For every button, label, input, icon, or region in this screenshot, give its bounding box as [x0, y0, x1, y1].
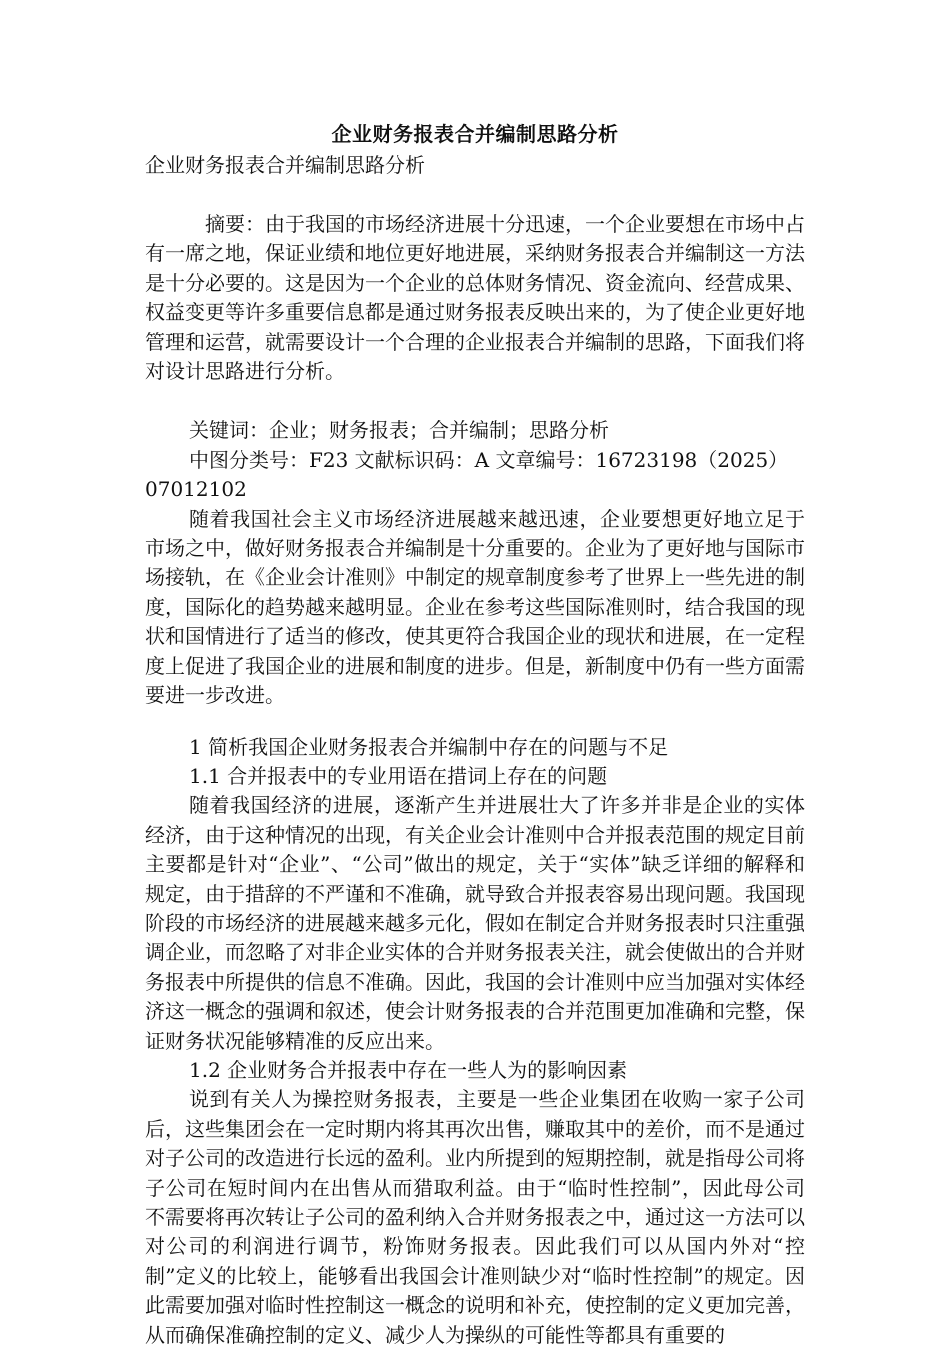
section-1-1-heading: 1.1 合并报表中的专业用语在措词上存在的问题	[189, 763, 608, 788]
intro-paragraph: 随着我国社会主义市场经济进展越来越迅速，企业要想更好地立足于市场之中，做好财务报表合并编制是十分重要的。企业为了更好地与国际市场接轨，在《企业会计准则》中制定的规章制度参考了世界上一些先进的制度，国际化的趋势越来越明显。企业在参考这些国际准则时，结合我国的现状和国情进行了适当的修改，使其更符合我国企业的现状和进展，在一定程度上促进了我国企业的进展和制度的进步。但是，新制度中仍有一些方面需要进一步改进。	[145, 506, 805, 708]
abstract-paragraph: 摘要：由于我国的市场经济进展十分迅速，一个企业要想在市场中占有一席之地，保证业绩和地位更好地进展，采纳财务报表合并编制这一方法是十分必要的。这是因为一个企业的总体财务情况、资金流向、经营成果、权益变更等许多重要信息都是通过财务报表反映出来的，为了使企业更好地管理和运营，就需要设计一个合理的企业报表合并编制的思路，下面我们将对设计思路进行分析。	[145, 212, 805, 384]
spacer	[145, 180, 805, 210]
spacer	[145, 386, 805, 416]
spacer	[145, 711, 805, 733]
document-subtitle: 企业财务报表合并编制思路分析	[145, 153, 425, 177]
document-page	[145, 118, 805, 1350]
classification-line: 中图分类号：F23 文献标识码：A 文章编号：16723198（2025）07012102	[145, 447, 789, 502]
section-1-1-paragraph: 随着我国经济的进展，逐渐产生并进展壮大了许多并非是企业的实体经济，由于这种情况的出现，有关企业会计准则中合并报表范围的规定目前主要都是针对“企业”、“公司”做出的规定，关于“实体”缺乏详细的解释和规定，由于措辞的不严谨和不准确，就导致合并报表容易出现问题。我国现阶段的市场经济的进展越来越多元化，假如在制定合并财务报表时只注重强调企业，而忽略了对非企业实体的合并财务报表关注，就会使做出的合并财务报表中所提供的信息不准确。因此，我国的会计准则中应当加强对实体经济这一概念的强调和叙述，使会计财务报表的合并范围更加准确和完整，保证财务状况能够精准的反应出来。	[145, 793, 805, 1053]
document-title: 企业财务报表合并编制思路分析	[331, 122, 619, 146]
section-1-heading: 1 简析我国企业财务报表合并编制中存在的问题与不足	[189, 734, 669, 759]
keywords-line: 关键词：企业；财务报表；合并编制；思路分析	[189, 418, 609, 443]
section-1-2-heading: 1.2 企业财务合并报表中存在一些人为的影响因素	[189, 1057, 628, 1082]
section-1-2-paragraph: 说到有关人为操控财务报表，主要是一些企业集团在收购一家子公司后，这些集团会在一定时期内将其再次出售，赚取其中的差价，而不是通过对子公司的改造进行长远的盈利。业内所提到的短期控制，就是指母公司将子公司在短时间内在出售从而猎取利益。由于“临时性控制”，因此母公司不需要将再次转让子公司的盈利纳入合并财务报表之中，通过这一方法可以对公司的利润进行调节，粉饰财务报表。因此我们可以从国内外对“控制”定义的比较上，能够看出我国会计准则缺少对“临时性控制”的规定。因此需要加强对临时性控制这一概念的说明和补充，使控制的定义更加完善，从而确保准确控制的定义、减少人为操纵的可能性等都具有重要的	[145, 1087, 805, 1347]
